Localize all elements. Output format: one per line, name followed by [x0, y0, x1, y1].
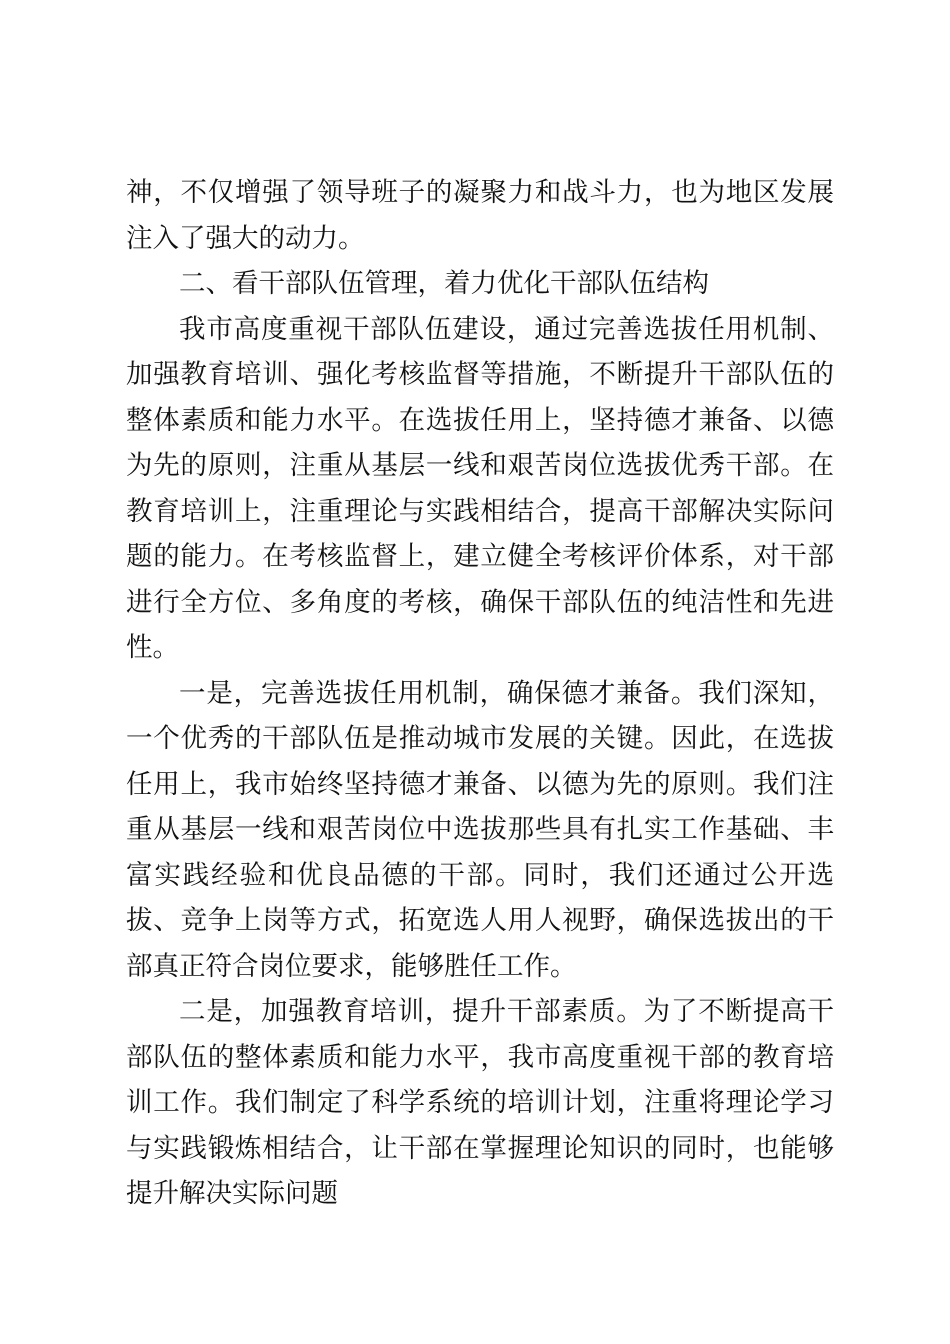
paragraph-point-two: 二是，加强教育培训，提升干部素质。为了不断提高干部队伍的整体素质和能力水平，我市高度重视干部的教育培训工作。我们制定了科学系统的培训计划，注重将理论学习与实践锻炼相结合，让干部在掌握理论知识的同时，也能够提升解决实际问题 — [126, 996, 834, 1209]
section-heading: 二、看干部队伍管理，着力优化干部队伍结构 — [179, 268, 709, 299]
paragraph-point-one: 一是，完善选拔任用机制，确保德才兼备。我们深知，一个优秀的干部队伍是推动城市发展的关键。因此，在选拔任用上，我市始终坚持德才兼备、以德为先的原则。我们注重从基层一线和艰苦岗位中选拔那些具有扎实工作基础、丰富实践经验和优良品德的干部。同时，我们还通过公开选拔、竞争上岗等方式，拓宽选人用人视野，确保选拔出的干部真正符合岗位要求，能够胜任工作。 — [126, 677, 834, 982]
paragraph-section-intro: 我市高度重视干部队伍建设，通过完善选拔任用机制、加强教育培训、强化考核监督等措施，不断提升干部队伍的整体素质和能力水平。在选拔任用上，坚持德才兼备、以德为先的原则，注重从基层一线和艰苦岗位选拔优秀干部。在教育培训上，注重理论与实践相结合，提高干部解决实际问题的能力。在考核监督上，建立健全考核评价体系，对干部进行全方位、多角度的考核，确保干部队伍的纯洁性和先进性。 — [126, 313, 834, 663]
paragraph-continuation: 神，不仅增强了领导班子的凝聚力和战斗力，也为地区发展注入了强大的动力。 — [126, 177, 834, 254]
document-body — [126, 170, 834, 1217]
